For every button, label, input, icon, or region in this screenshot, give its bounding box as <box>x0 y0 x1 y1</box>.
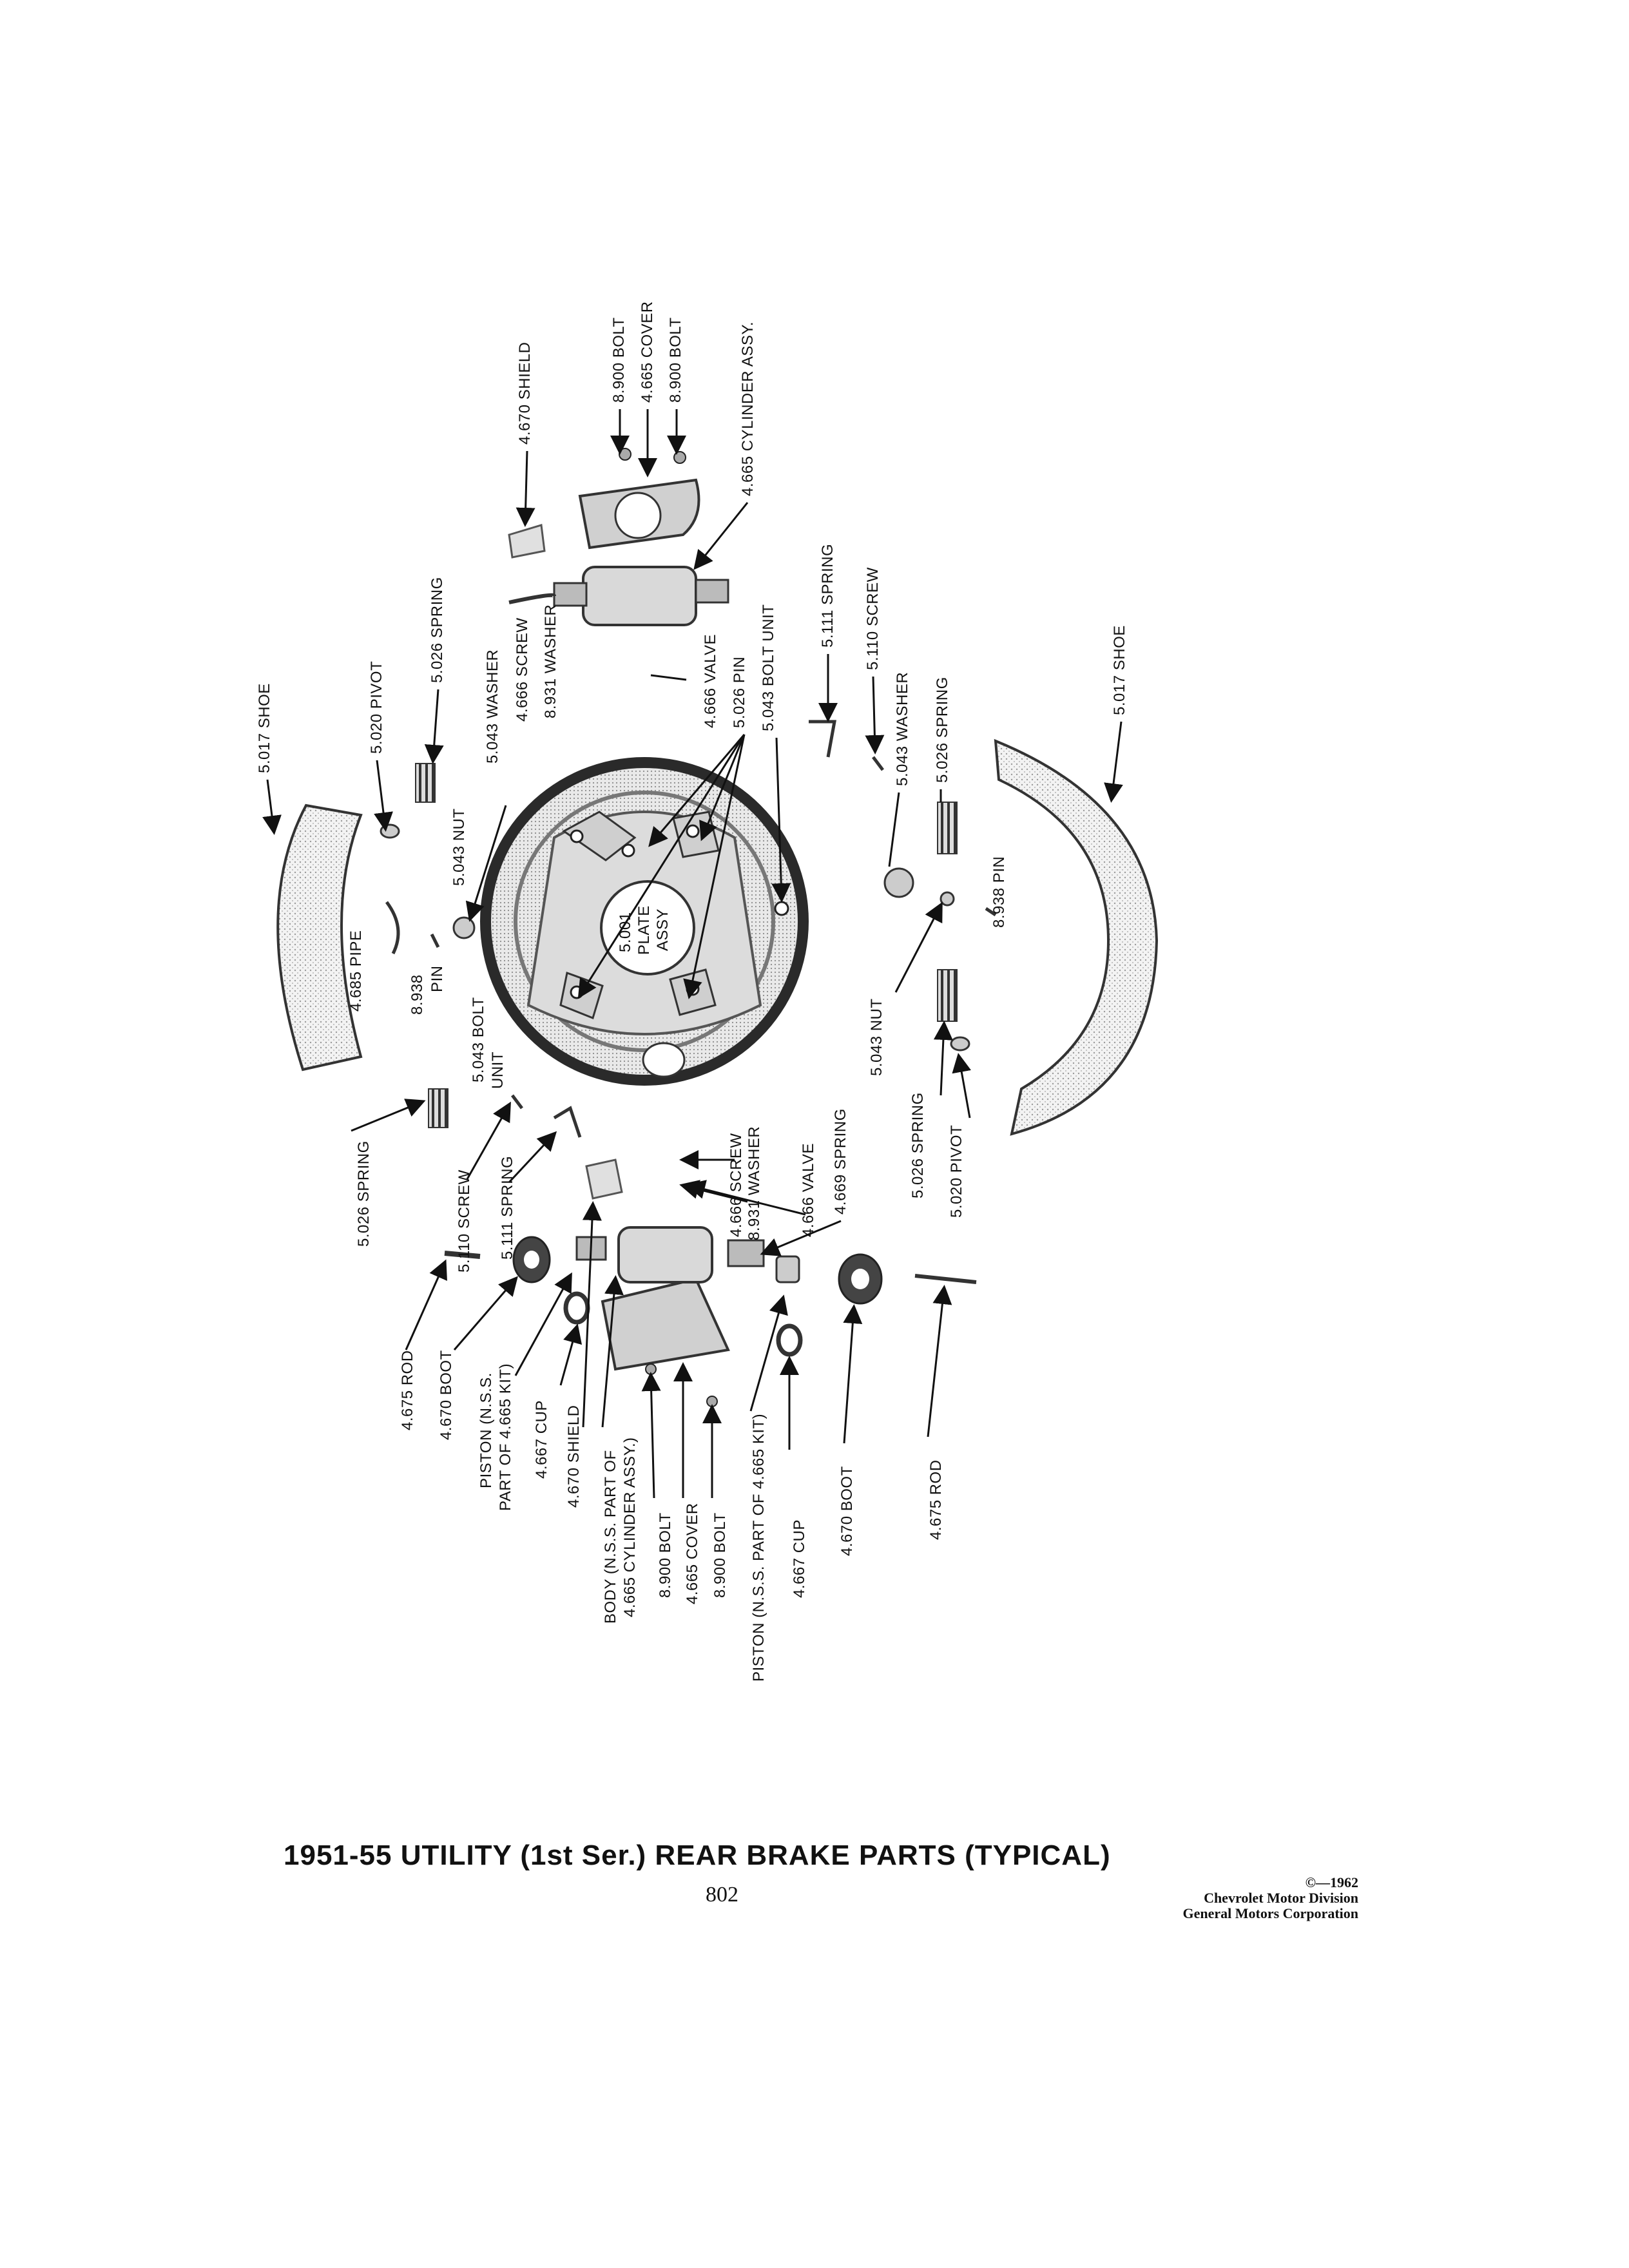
label-body-1: BODY (N.S.S. PART OF <box>602 1450 619 1624</box>
label-bolt-top-1: 8.900 BOLT <box>610 317 628 403</box>
label-nut-right: 5.043 NUT <box>868 998 885 1076</box>
label-pin-top: 5.026 PIN <box>731 656 748 728</box>
label-screw-5110-top: 5.110 SCREW <box>864 567 882 670</box>
label-bolt-top-2: 8.900 BOLT <box>667 317 684 403</box>
label-pin-left-1: 8.938 <box>409 974 426 1015</box>
label-rod-left: 4.675 ROD <box>399 1350 416 1430</box>
label-screw-top: 4.666 SCREW <box>514 617 531 722</box>
right-brake-shoe <box>996 741 1157 1134</box>
label-piston-left-2: PART OF 4.665 KIT) <box>497 1363 514 1511</box>
label-bolt-unit-low-2: UNIT <box>489 1052 506 1089</box>
label-cup-left: 4.667 CUP <box>533 1400 550 1479</box>
label-boot-left: 4.670 BOOT <box>438 1350 455 1440</box>
label-spring-lower-left: 5.026 SPRING <box>355 1140 372 1247</box>
lower-wheel-cylinder <box>445 1160 976 1407</box>
label-bolt-unit-top: 5.043 BOLT UNIT <box>760 604 777 731</box>
upper-wheel-cylinder <box>509 448 728 625</box>
label-spring-upper-right: 5.026 SPRING <box>934 677 951 783</box>
label-cover-low: 4.665 COVER <box>684 1503 701 1604</box>
label-cylinder-assy: 4.665 CYLINDER ASSY. <box>739 321 757 496</box>
label-valve-low: 4.666 VALVE <box>800 1142 817 1237</box>
label-piston-left-1: PISTON (N.S.S. <box>477 1372 495 1488</box>
page-title: 1951-55 UTILITY (1st Ser.) REAR BRAKE PARTS (TYPICAL) <box>284 1840 1111 1871</box>
label-pivot-left: 5.020 PIVOT <box>368 660 385 754</box>
label-pin-right: 8.938 PIN <box>990 856 1008 928</box>
label-washer-low: 8.931 WASHER <box>746 1126 763 1240</box>
label-bolt-low-2: 8.900 BOLT <box>711 1512 729 1598</box>
copyright-notice <box>1183 1875 1359 1921</box>
label-plate-2: PLATE <box>635 905 653 955</box>
label-piston-right: PISTON (N.S.S. PART OF 4.665 KIT) <box>750 1413 767 1682</box>
label-cup-right: 4.667 CUP <box>791 1519 808 1598</box>
label-valve-top: 4.666 VALVE <box>702 633 719 728</box>
label-bolt-low-1: 8.900 BOLT <box>657 1512 674 1598</box>
label-washer-top: 8.931 WASHER <box>542 604 559 718</box>
label-washer-upper-left: 5.043 WASHER <box>484 649 501 764</box>
label-washer-right: 5.043 WASHER <box>894 671 911 786</box>
label-spring-5111-top: 5.111 SPRING <box>819 543 836 648</box>
label-boot-right: 4.670 BOOT <box>838 1466 856 1556</box>
label-pivot-right: 5.020 PIVOT <box>948 1124 965 1218</box>
label-cover-top: 4.665 COVER <box>639 301 656 403</box>
label-shoe-left: 5.017 SHOE <box>256 683 273 773</box>
label-rod-right: 4.675 ROD <box>927 1459 945 1540</box>
label-plate-1: 5.001 <box>617 912 634 952</box>
copyright-corporation: General Motors Corporation <box>1182 1905 1358 1921</box>
copyright-division: Chevrolet Motor Division <box>1204 1890 1358 1906</box>
label-pipe: 4.685 PIPE <box>347 930 365 1012</box>
label-body-2: 4.665 CYLINDER ASSY.) <box>621 1437 639 1617</box>
label-pin-left-2: PIN <box>429 965 446 992</box>
label-screw-5110-low: 5.110 SCREW <box>456 1169 473 1273</box>
page-number: 802 <box>706 1883 738 1907</box>
label-spring-5111-low: 5.111 SPRING <box>499 1155 516 1260</box>
label-shield-low: 4.670 SHIELD <box>565 1405 583 1508</box>
label-plate-3: ASSY <box>654 908 671 951</box>
copyright-year: ©—1962 <box>1305 1874 1358 1890</box>
label-shoe-right: 5.017 SHOE <box>1111 625 1128 715</box>
label-spring-upper-left: 5.026 SPRING <box>429 577 446 683</box>
label-nut-left: 5.043 NUT <box>450 808 468 886</box>
label-bolt-unit-low-1: 5.043 BOLT <box>470 997 487 1082</box>
label-screw-low: 4.666 SCREW <box>728 1133 745 1237</box>
label-spring-lower-right: 5.026 SPRING <box>909 1092 927 1198</box>
label-shield-top: 4.670 SHIELD <box>516 341 534 445</box>
label-spring-4669: 4.669 SPRING <box>832 1108 849 1215</box>
